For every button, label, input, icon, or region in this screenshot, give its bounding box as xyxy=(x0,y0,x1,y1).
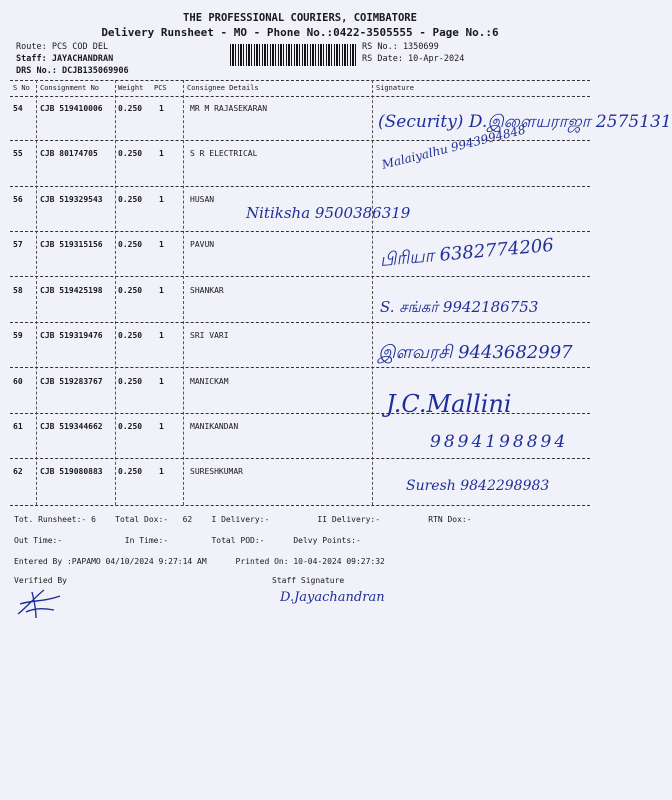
col-sno: S No xyxy=(13,84,30,92)
barcode xyxy=(230,44,358,66)
signature-56: Nitiksha 9500386319 xyxy=(246,204,411,222)
table-bottom-rule xyxy=(10,505,590,506)
staff: Staff: JAYACHANDRAN xyxy=(16,54,114,64)
row-pcs: 1 xyxy=(159,331,164,340)
rs-number: RS No.: 1350699 xyxy=(362,42,439,52)
row-weight: 0.250 xyxy=(118,286,143,295)
signature-59: இளவரசி 9443682997 xyxy=(378,342,573,363)
col-divider xyxy=(36,80,37,505)
row-sno: 55 xyxy=(13,149,23,158)
row-sno: 62 xyxy=(13,467,23,476)
row-sno: 59 xyxy=(13,331,23,340)
row-consignee: MR M RAJASEKARAN xyxy=(190,104,268,113)
route: Route: PCS COD DEL xyxy=(16,42,109,52)
row-rule xyxy=(10,367,590,368)
staff-signature-label: Staff Signature xyxy=(272,576,345,585)
row-weight: 0.250 xyxy=(118,467,143,476)
row-consignment: CJB 519329543 xyxy=(40,195,103,204)
row-sno: 61 xyxy=(13,422,23,431)
row-sno: 58 xyxy=(13,286,23,295)
row-consignee: PAVUN xyxy=(190,240,215,249)
signature-54: (Security) D.இளையராஜா 2575131 xyxy=(378,112,672,132)
row-pcs: 1 xyxy=(159,422,164,431)
signature-60: J.C.Mallini xyxy=(386,390,512,418)
row-rule xyxy=(10,186,590,187)
signature-61: 9894198894 xyxy=(430,432,569,452)
row-pcs: 1 xyxy=(159,467,164,476)
row-rule xyxy=(10,231,590,232)
row-rule xyxy=(10,276,590,277)
row-rule xyxy=(10,458,590,459)
signature-57: பிரியா 6382774206 xyxy=(378,234,555,271)
row-consignment: CJB 519080883 xyxy=(40,467,103,476)
row-sno: 60 xyxy=(13,377,23,386)
row-consignment: CJB 519319476 xyxy=(40,331,103,340)
row-weight: 0.250 xyxy=(118,149,143,158)
row-weight: 0.250 xyxy=(118,377,143,386)
row-pcs: 1 xyxy=(159,286,164,295)
rs-date: RS Date: 10-Apr-2024 xyxy=(362,54,465,64)
row-consignee: SHANKAR xyxy=(190,286,224,295)
table-header xyxy=(0,84,600,96)
row-pcs: 1 xyxy=(159,104,164,113)
row-weight: 0.250 xyxy=(118,331,143,340)
col-weight: Weight xyxy=(118,84,144,92)
table-top-rule xyxy=(10,80,590,81)
row-consignee: HUSAN xyxy=(190,195,215,204)
row-sno: 57 xyxy=(13,240,23,249)
route-info xyxy=(16,41,129,77)
col-divider xyxy=(183,80,184,505)
row-weight: 0.250 xyxy=(118,104,143,113)
row-weight: 0.250 xyxy=(118,240,143,249)
signature-55: Malaiyalhu 9943994848 xyxy=(380,122,527,172)
row-consignee: SURESHKUMAR xyxy=(190,467,243,476)
company-title: THE PROFESSIONAL COURIERS, COIMBATORE xyxy=(183,12,417,24)
entered-by-line: Entered By :PAPAMO 04/10/2024 9:27:14 AM Printed On: 10-04-2024 09:27:32 xyxy=(14,557,385,566)
row-sno: 56 xyxy=(13,195,23,204)
row-pcs: 1 xyxy=(159,377,164,386)
rs-info xyxy=(362,41,464,65)
verified-by-label: Verified By xyxy=(14,576,67,585)
row-sno: 54 xyxy=(13,104,23,113)
row-pcs: 1 xyxy=(159,149,164,158)
row-consignee: MANIKANDAN xyxy=(190,422,239,431)
col-divider xyxy=(372,80,373,505)
col-pcs: PCS xyxy=(154,84,167,92)
row-consignment: CJB 80174705 xyxy=(40,149,98,158)
signature-58: S. சங்கர் 9942186753 xyxy=(380,298,539,316)
row-consignee: MANICKAM xyxy=(190,377,229,386)
col-consignment: Consignment No xyxy=(40,84,100,92)
drs-number: DRS No.: DCJB135069906 xyxy=(16,66,129,76)
table-header-rule xyxy=(10,96,590,97)
runsheet-subtitle: Delivery Runsheet - MO - Phone No.:0422-3505555 - Page No.:6 xyxy=(101,26,499,39)
row-consignment: CJB 519315156 xyxy=(40,240,103,249)
staff-handwritten-signature: D.Jayachandran xyxy=(280,590,385,605)
row-weight: 0.250 xyxy=(118,195,143,204)
row-consignee: SRI VARI xyxy=(190,331,229,340)
signature-62: Suresh 9842298983 xyxy=(406,478,550,494)
row-weight: 0.250 xyxy=(118,422,143,431)
row-rule xyxy=(10,322,590,323)
totals-line: Tot. Runsheet:- 6 Total Dox:- 62 I Delivery:- II Delivery:- RTN Dox:- xyxy=(14,515,472,524)
row-pcs: 1 xyxy=(159,195,164,204)
row-pcs: 1 xyxy=(159,240,164,249)
row-consignment: CJB 519344662 xyxy=(40,422,103,431)
row-consignment: CJB 519425198 xyxy=(40,286,103,295)
times-line: Out Time:- In Time:- Total POD:- Delvy Points:- xyxy=(14,536,361,545)
row-consignee: S R ELECTRICAL xyxy=(190,149,258,158)
verified-signature-mark xyxy=(14,586,64,620)
row-consignment: CJB 519283767 xyxy=(40,377,103,386)
col-divider xyxy=(115,80,116,505)
col-consignee: Consignee Details xyxy=(187,84,259,92)
col-signature: Signature xyxy=(376,84,414,92)
row-consignment: CJB 519410006 xyxy=(40,104,103,113)
